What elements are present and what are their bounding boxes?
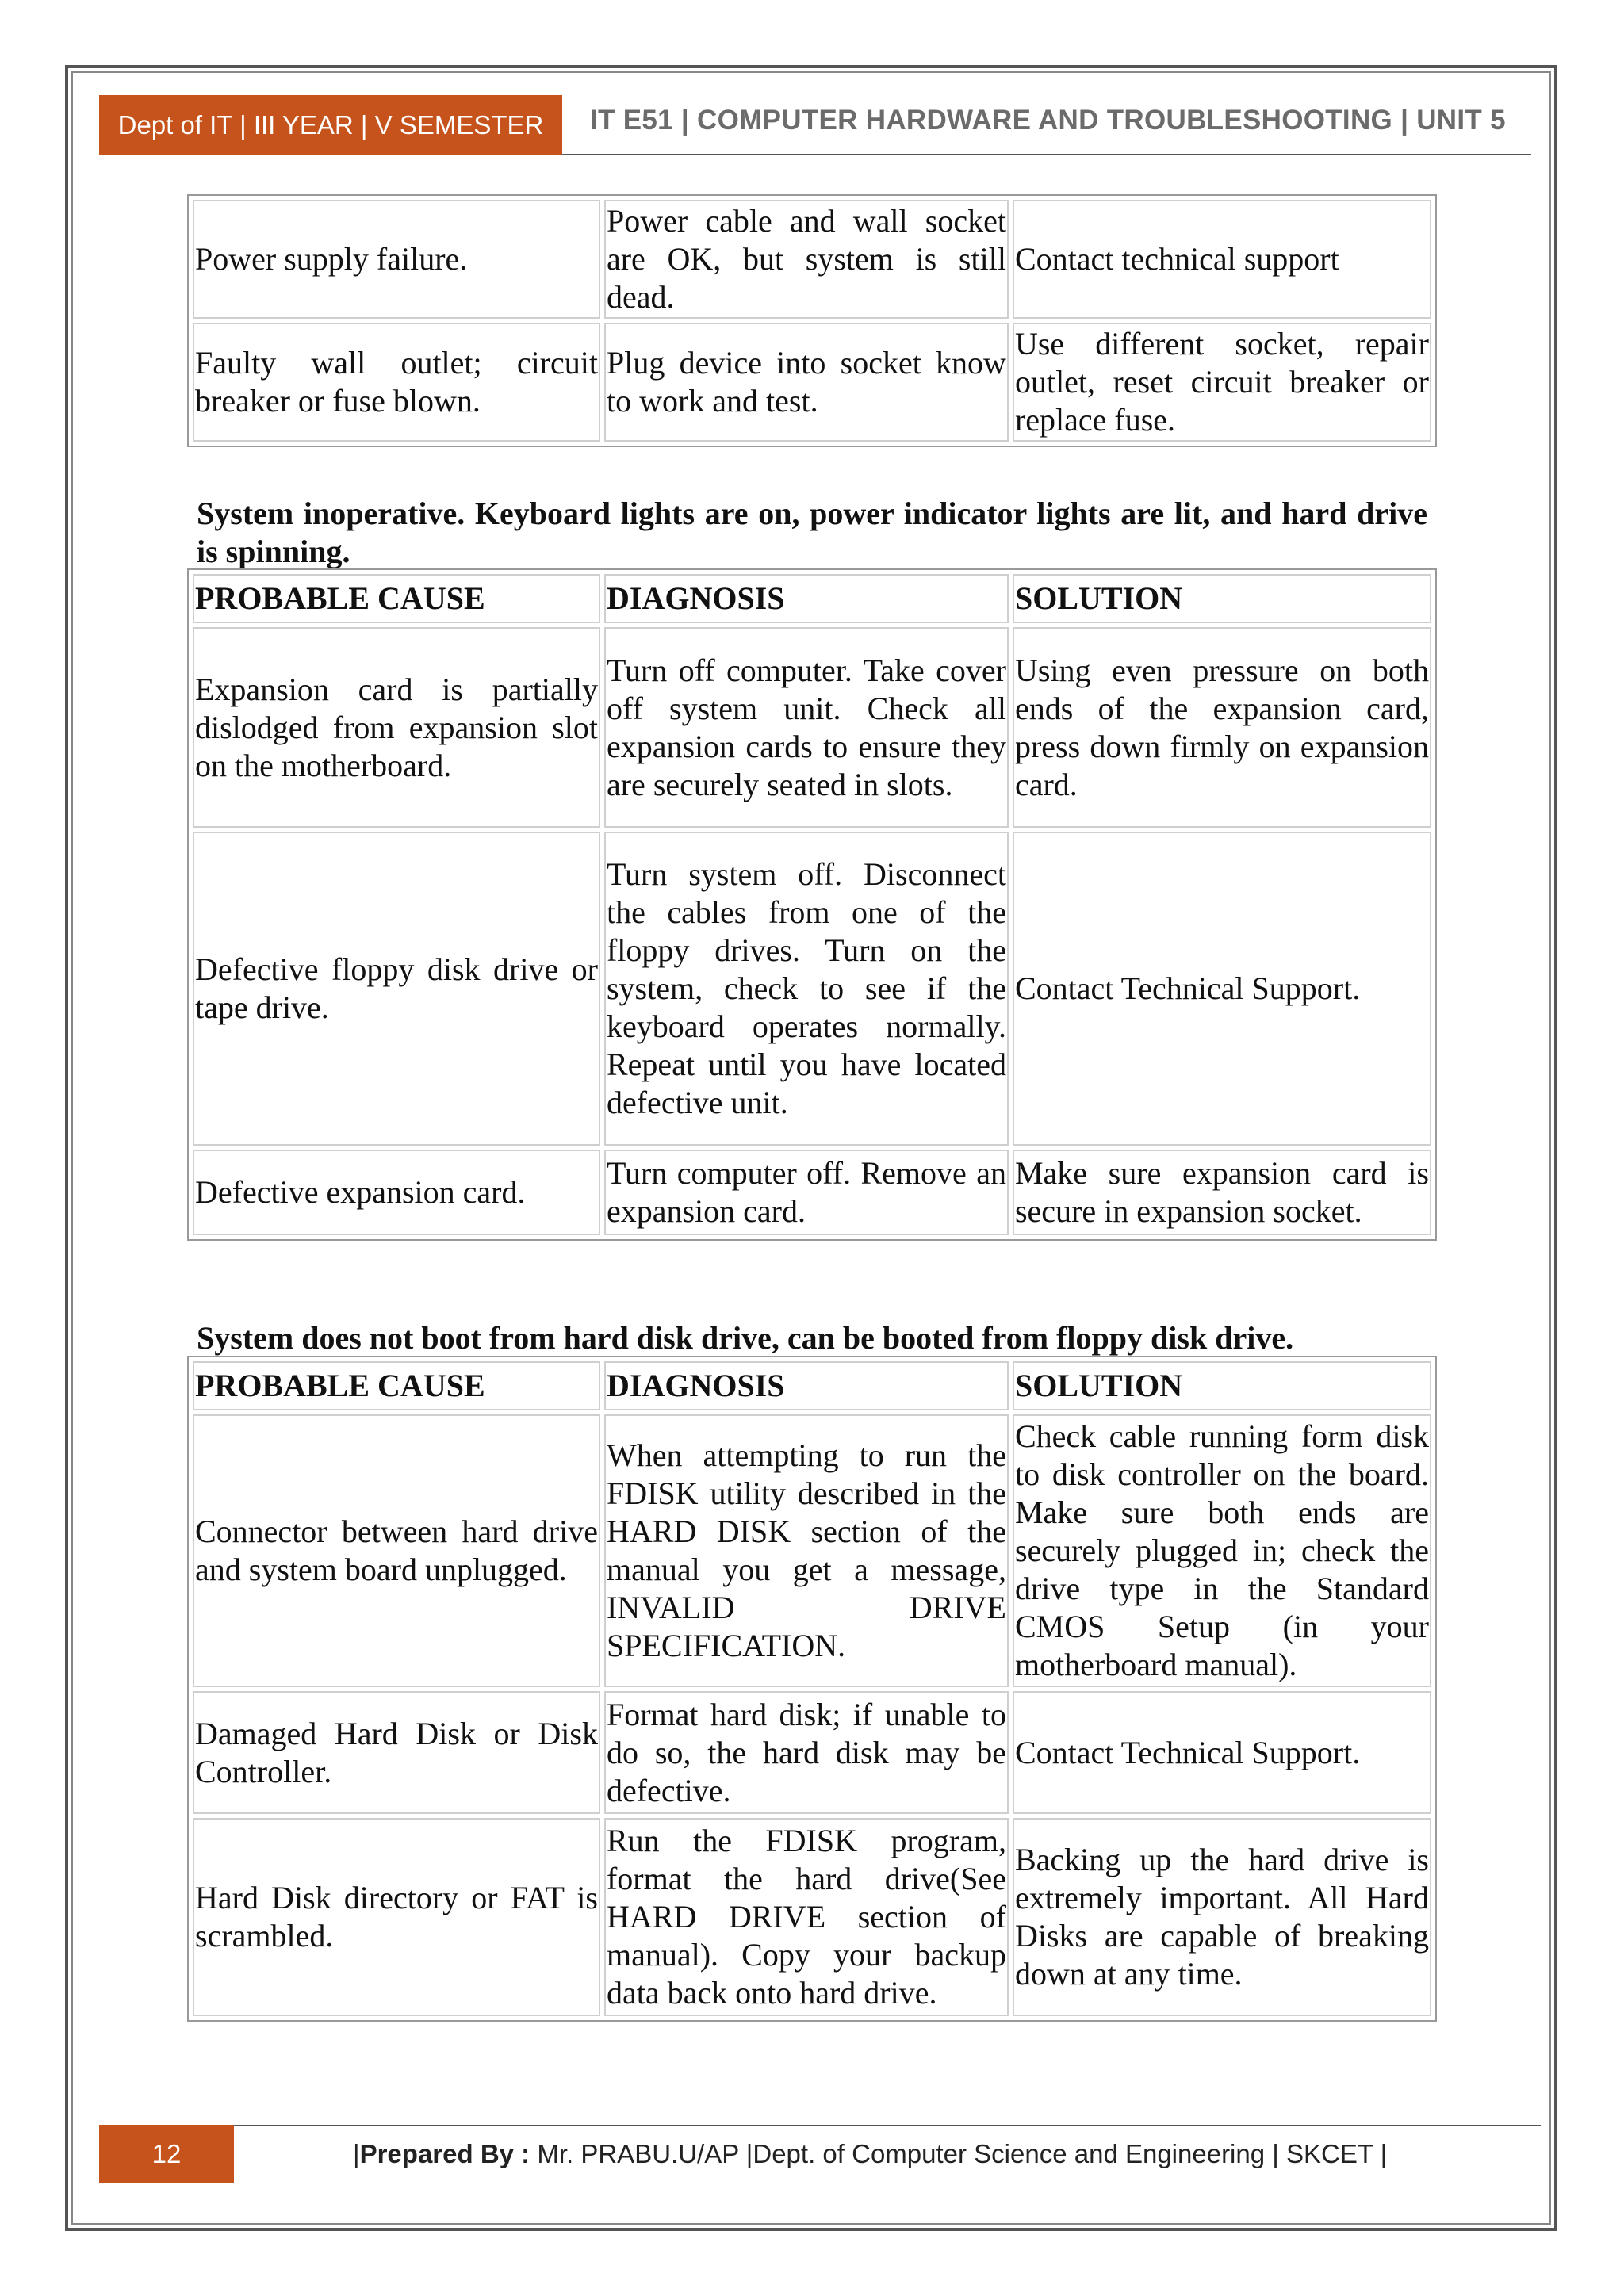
cause-cell: Power supply failure.	[193, 200, 600, 319]
page-number: 12	[99, 2125, 234, 2183]
column-header-diagnosis: DIAGNOSIS	[604, 574, 1009, 623]
diagnosis-cell: Turn off computer. Take cover off system unit. Check all expansion cards to ensure they are securely seated in slots.	[604, 627, 1009, 828]
cause-cell: Defective floppy disk drive or tape drive.	[193, 832, 600, 1146]
column-header-solution: SOLUTION	[1013, 574, 1431, 623]
prepared-by-label: Prepared By :	[359, 2139, 530, 2168]
footer-credits	[353, 2139, 1387, 2169]
table-row	[193, 832, 1431, 1146]
header-rule	[562, 154, 1531, 155]
section-heading: System does not boot from hard disk drive, can be booted from floppy disk drive.	[197, 1320, 1294, 1356]
footer-rule	[234, 2125, 1541, 2126]
header-badge: Dept of IT | III YEAR | V SEMESTER	[99, 95, 562, 155]
solution-cell: Contact technical support	[1013, 200, 1431, 319]
cause-cell: Expansion card is partially dislodged from expansion slot on the motherboard.	[193, 627, 600, 828]
diagnosis-cell: Power cable and wall socket are OK, but system is still dead.	[604, 200, 1009, 319]
cause-cell: Connector between hard drive and system board unplugged.	[193, 1414, 600, 1687]
column-header-cause: PROBABLE CAUSE	[193, 574, 600, 623]
column-header-cause: PROBABLE CAUSE	[193, 1361, 600, 1410]
solution-cell: Backing up the hard drive is extremely important. All Hard Disks are capable of breaking down at any time.	[1013, 1818, 1431, 2016]
table-row	[193, 1414, 1431, 1687]
footer-author: Mr. PRABU.U/AP	[530, 2139, 746, 2168]
table-row	[193, 1818, 1431, 2016]
cause-cell: Defective expansion card.	[193, 1150, 600, 1235]
solution-cell: Check cable running form disk to disk controller on the board. Make sure both ends are securely plugged in; check the drive type in the Standard CMOS Setup (in your motherboard manual).	[1013, 1414, 1431, 1687]
table-row	[193, 627, 1431, 828]
section-heading: System inoperative. Keyboard lights are on, power indicator lights are lit, and hard drive is spinning.	[197, 496, 1427, 569]
diagnosis-cell: Turn system off. Disconnect the cables from one of the floppy drives. Turn on the system, check to see if the keyboard operates normally. Repeat until you have located defective unit.	[604, 832, 1009, 1146]
cause-cell: Hard Disk directory or FAT is scrambled.	[193, 1818, 600, 2016]
table-header-row	[193, 1361, 1431, 1410]
solution-cell: Use different socket, repair outlet, reset circuit breaker or replace fuse.	[1013, 323, 1431, 442]
table-hdd-boot	[187, 1356, 1437, 2022]
diagnosis-cell: When attempting to run the FDISK utility described in the HARD DISK section of the manual you get a message, INVALID DRIVE SPECIFICATION.	[604, 1414, 1009, 1687]
footer-department: Dept. of Computer Science and Engineering | SKCET |	[753, 2139, 1388, 2168]
table-row	[193, 1691, 1431, 1814]
solution-cell: Contact Technical Support.	[1013, 1691, 1431, 1814]
diagnosis-cell: Plug device into socket know to work and test.	[604, 323, 1009, 442]
header-title: IT E51 | COMPUTER HARDWARE AND TROUBLESHOOTING | UNIT 5	[590, 105, 1506, 136]
diagnosis-cell: Format hard disk; if unable to do so, the hard disk may be defective.	[604, 1691, 1009, 1814]
footer-separator: |	[353, 2139, 360, 2168]
table-power-failure	[187, 194, 1437, 447]
cause-cell: Faulty wall outlet; circuit breaker or fuse blown.	[193, 323, 600, 442]
solution-cell: Make sure expansion card is secure in expansion socket.	[1013, 1150, 1431, 1235]
diagnosis-cell: Run the FDISK program, format the hard drive(See HARD DRIVE section of manual). Copy your backup data back onto hard drive.	[604, 1818, 1009, 2016]
column-header-diagnosis: DIAGNOSIS	[604, 1361, 1009, 1410]
table-row	[193, 200, 1431, 319]
footer-separator: |	[745, 2139, 753, 2168]
solution-cell: Contact Technical Support.	[1013, 832, 1431, 1146]
diagnosis-cell: Turn computer off. Remove an expansion card.	[604, 1150, 1009, 1235]
solution-cell: Using even pressure on both ends of the expansion card, press down firmly on expansion card.	[1013, 627, 1431, 828]
table-row	[193, 1150, 1431, 1235]
cause-cell: Damaged Hard Disk or Disk Controller.	[193, 1691, 600, 1814]
table-system-inoperative	[187, 568, 1437, 1241]
column-header-solution: SOLUTION	[1013, 1361, 1431, 1410]
table-row	[193, 323, 1431, 442]
table-header-row	[193, 574, 1431, 623]
